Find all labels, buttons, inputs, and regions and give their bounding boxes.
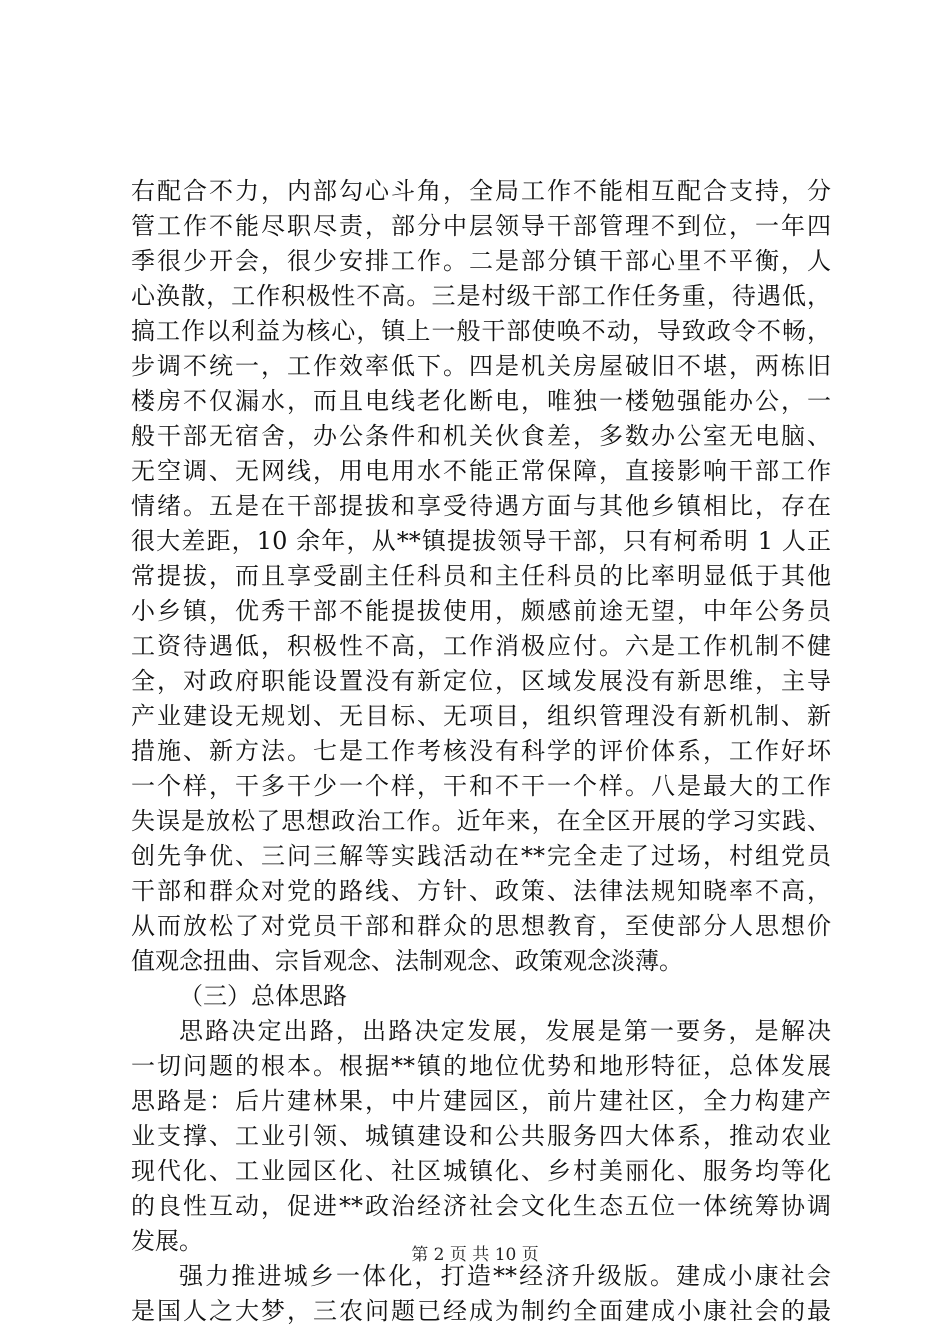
text-line: 无空调、无网线，用电用水不能正常保障，直接影响干部工作 — [131, 457, 831, 485]
section-heading: （三）总体思路 — [179, 982, 347, 1010]
text-line: 小乡镇，优秀干部不能提拔使用，颇感前途无望，中年公务员 — [131, 597, 831, 625]
text-line: 季很少开会，很少安排工作。二是部分镇干部心里不平衡，人 — [131, 247, 831, 275]
text-line: 常提拔，而且享受副主任科员和主任科员的比率明显低于其他 — [131, 562, 831, 590]
text-line: 失误是放松了思想政治工作。近年来，在全区开展的学习实践、 — [131, 807, 831, 835]
text-line: 产业建设无规划、无目标、无项目，组织管理没有新机制、新 — [131, 702, 831, 730]
text-line: 步调不统一，工作效率低下。四是机关房屋破旧不堪，两栋旧 — [131, 352, 831, 380]
text-line: 心涣散，工作积极性不高。三是村级干部工作任务重，待遇低， — [131, 282, 831, 310]
text-line: 措施、新方法。七是工作考核没有科学的评价体系，工作好坏 — [131, 737, 831, 765]
text-line: 发展。 — [131, 1227, 203, 1255]
text-line: 业支撑、工业引领、城镇建设和公共服务四大体系，推动农业 — [131, 1122, 831, 1150]
text-line: 思路决定出路，出路决定发展，发展是第一要务，是解决 — [179, 1017, 831, 1045]
text-line: 创先争优、三问三解等实践活动在**完全走了过场，村组党员 — [131, 842, 831, 870]
text-line: 现代化、工业园区化、社区城镇化、乡村美丽化、服务均等化 — [131, 1157, 831, 1185]
text-line: 从而放松了对党员干部和群众的思想教育，至使部分人思想价 — [131, 912, 831, 940]
text-line: 的良性互动，促进**政治经济社会文化生态五位一体统筹协调 — [131, 1192, 831, 1220]
text-line: 搞工作以利益为核心，镇上一般干部使唤不动，导致政令不畅， — [131, 317, 831, 345]
text-line: 一个样，干多干少一个样，干和不干一个样。八是最大的工作 — [131, 772, 831, 800]
text-line: 全，对政府职能设置没有新定位，区域发展没有新思维，主导 — [131, 667, 831, 695]
text-line: 右配合不力，内部勾心斗角，全局工作不能相互配合支持，分 — [131, 177, 831, 205]
text-line: 情绪。五是在干部提拔和享受待遇方面与其他乡镇相比，存在 — [131, 492, 831, 520]
text-line: 工资待遇低，积极性不高，工作消极应付。六是工作机制不健 — [131, 632, 831, 660]
text-line: 很大差距，10 余年，从**镇提拔领导干部，只有柯希明 1 人正 — [131, 527, 831, 555]
body-text — [131, 174, 831, 1329]
text-line: 管工作不能尽职尽责，部分中层领导干部管理不到位，一年四 — [131, 212, 831, 240]
text-line: 思路是：后片建林果，中片建园区，前片建社区，全力构建产 — [131, 1087, 831, 1115]
text-line: 般干部无宿舍，办公条件和机关伙食差，多数办公室无电脑、 — [131, 422, 831, 450]
text-line: 一切问题的根本。根据**镇的地位优势和地形特征，总体发展 — [131, 1052, 831, 1080]
text-line: 是国人之大梦，三农问题已经成为制约全面建成小康社会的最 — [131, 1297, 831, 1325]
text-line: 干部和群众对党的路线、方针、政策、法律法规知晓率不高， — [131, 877, 831, 905]
text-line: 值观念扭曲、宗旨观念、法制观念、政策观念淡薄。 — [131, 947, 683, 975]
page-footer: 第 2 页 共 10 页 — [411, 1245, 539, 1265]
text-line: 强力推进城乡一体化，打造**经济升级版。建成小康社会 — [179, 1262, 831, 1290]
text-line: 楼房不仅漏水，而且电线老化断电，唯独一楼勉强能办公，一 — [131, 387, 831, 415]
